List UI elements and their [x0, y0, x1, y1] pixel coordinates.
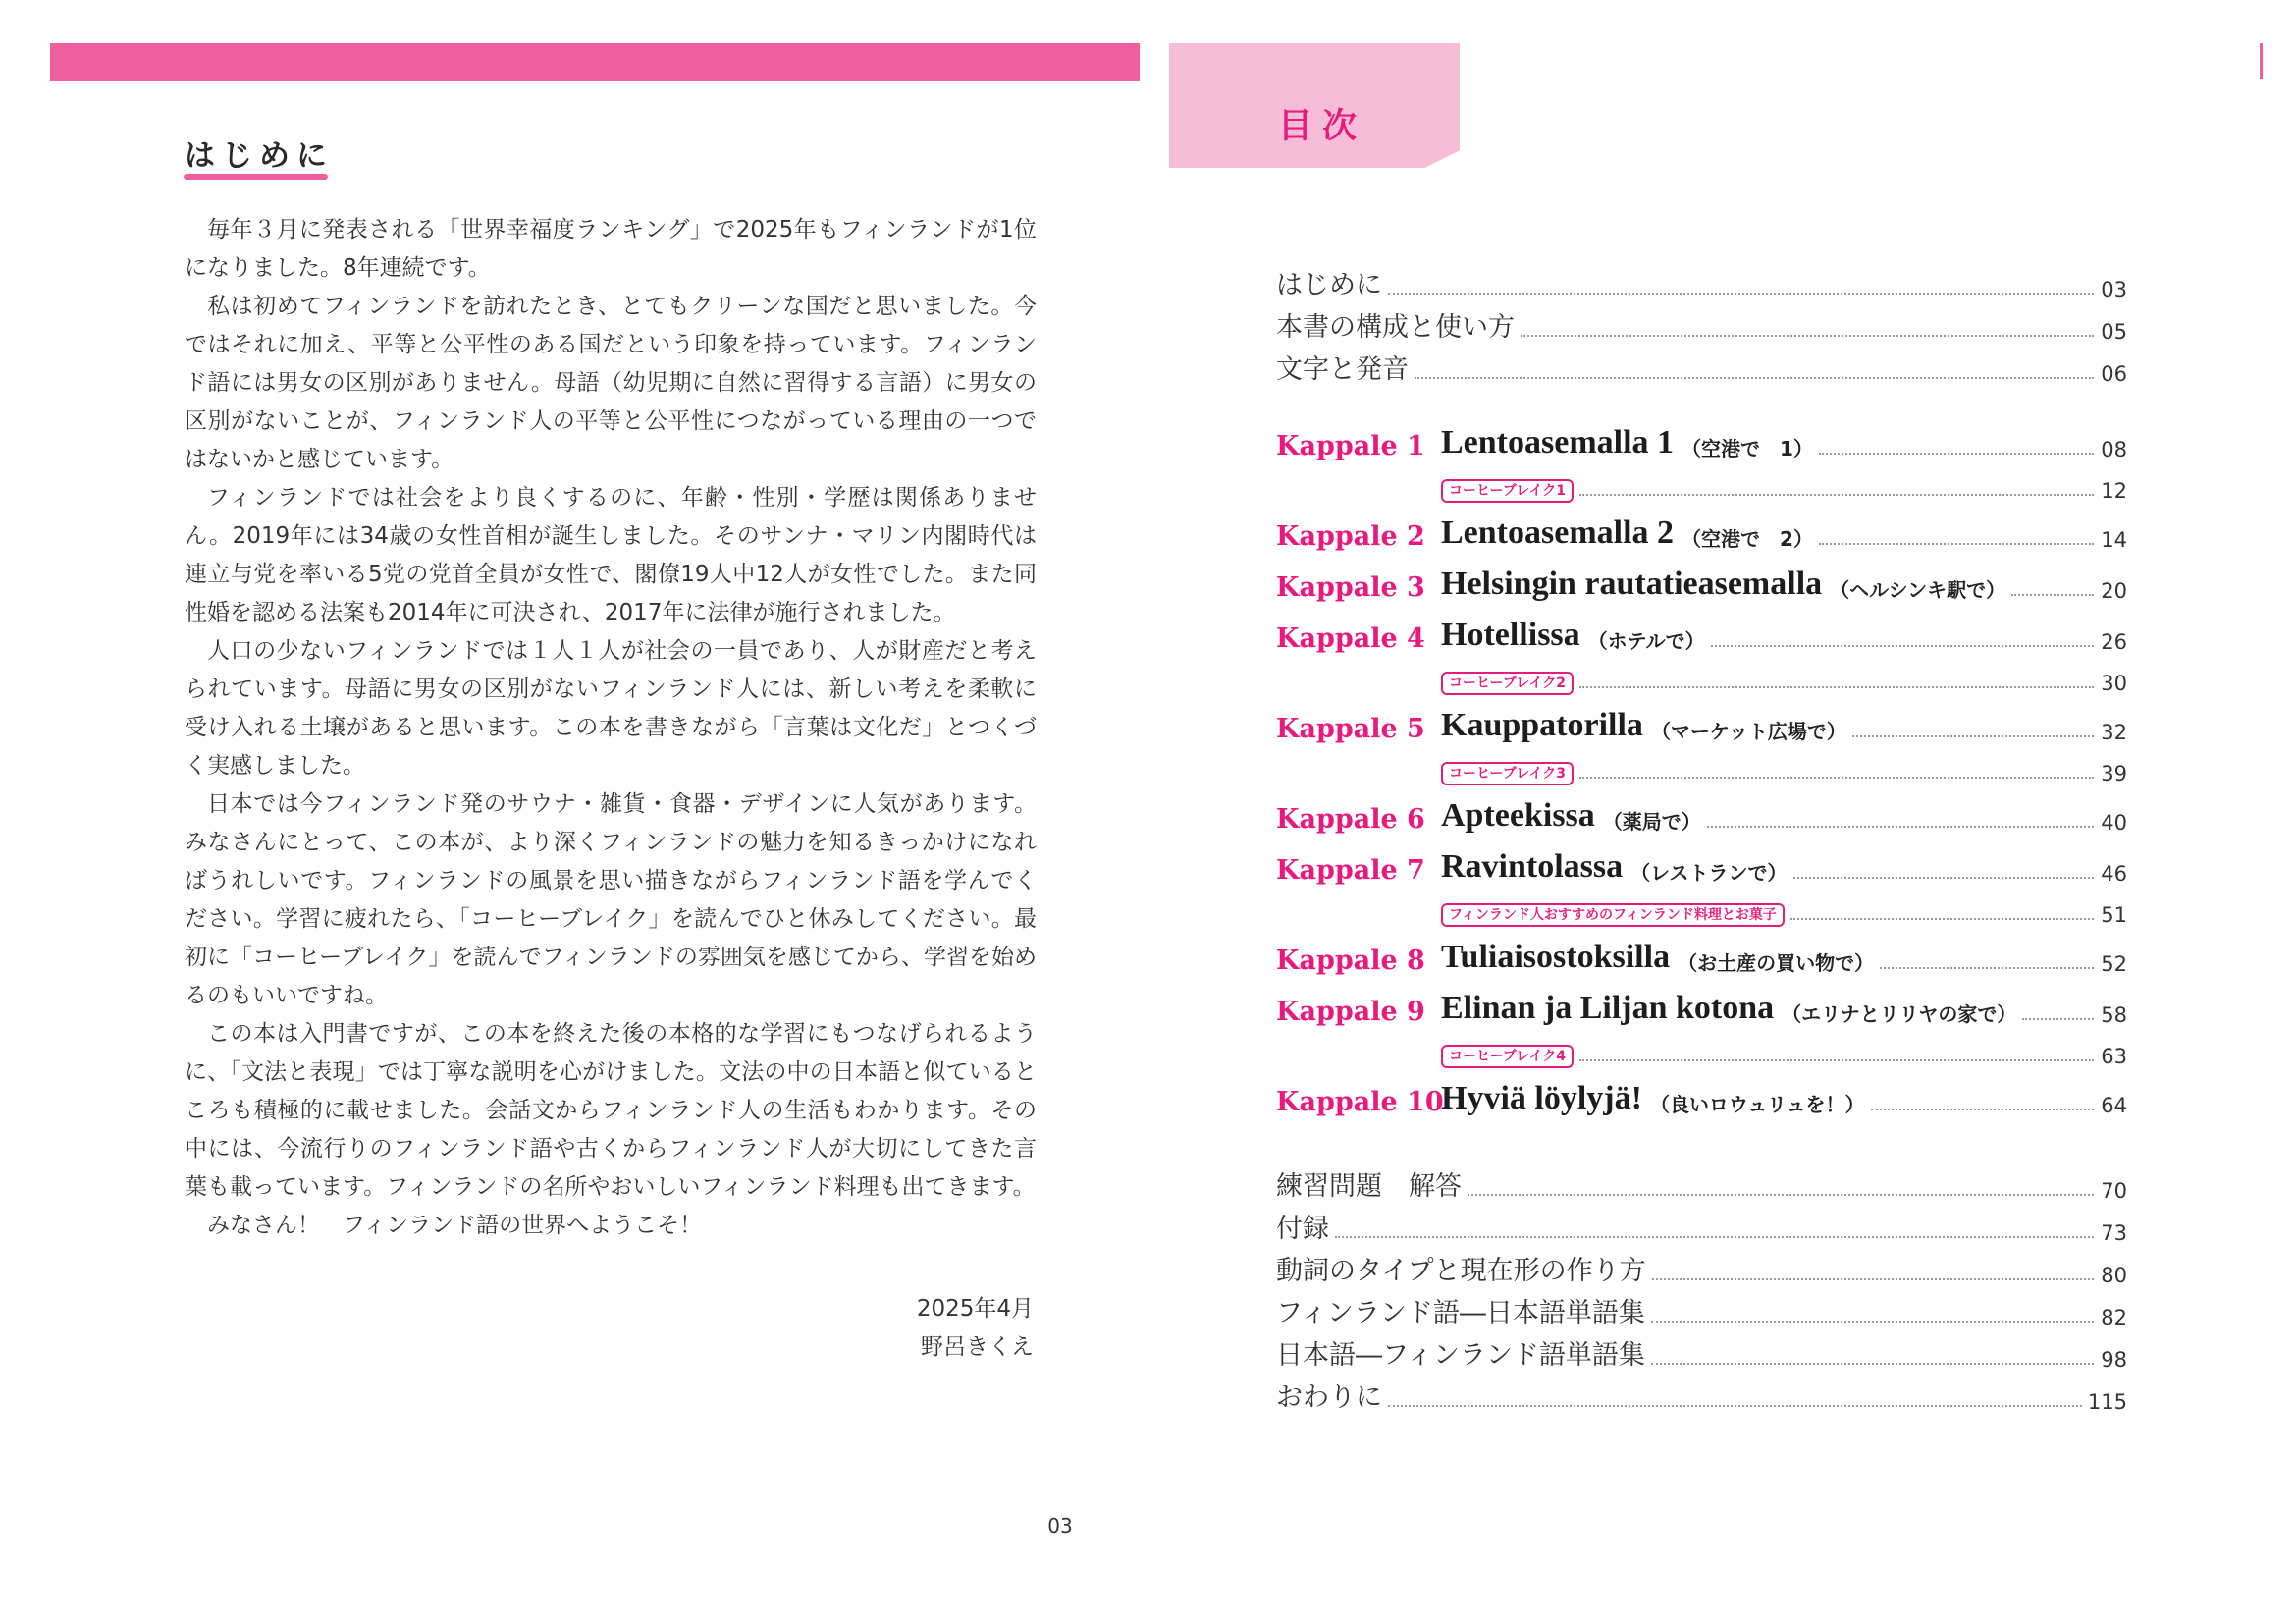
- chapter-title: Ravintolassa: [1441, 848, 1624, 885]
- toc-entry-back[interactable]: [1276, 1376, 2127, 1414]
- chapter-title: Helsingin rautatieasemalla: [1441, 566, 1823, 602]
- toc-entry-page: 20: [2101, 579, 2127, 603]
- toc-leader-dots: [1415, 377, 2094, 379]
- chapter-subtitle: （お土産の買い物で）: [1678, 951, 1875, 975]
- toc-entry-page: 40: [2101, 811, 2127, 835]
- toc-entry-label: おわりに: [1276, 1382, 1382, 1413]
- toc-entry-coffee-break[interactable]: [1276, 762, 2127, 785]
- toc-entry-front[interactable]: [1276, 348, 2127, 386]
- toc-title: 目次: [1278, 107, 1367, 146]
- toc-entry-label: 動詞のタイプと現在形の作り方: [1276, 1256, 1646, 1286]
- toc-entry-page: 08: [2101, 438, 2127, 461]
- intro-paragraph: 私は初めてフィンランドを訪れたとき、とてもクリーンな国だと思いました。今ではそれに加え、平等と公平性のある国だという印象を持っています。フィンランド語には男女の区別がありません。母語（幼児期に自然に習得する言語）に男女の区別がないことが、フィンランド人の平等と公平性につながっている理由の一つではないかと感じています。: [185, 294, 1037, 472]
- intro-paragraph: フィンランドでは社会をより良くするのに、年齢・性別・学歴は関係ありません。2019年には34歳の女性首相が誕生しました。そのサンナ・マリン内閣時代は連立与党を率いる5党の党首全員が女性で、閣僚19人中12人が女性でした。また同性婚を認める法案も2014年に可決され、2017年に法律が施行されました。: [185, 485, 1037, 625]
- toc-entry-label: はじめに: [1276, 270, 1382, 300]
- toc-entry-chapter[interactable]: [1276, 514, 2127, 552]
- chapter-subtitle: （良いロウュリュを！）: [1649, 1093, 1865, 1116]
- toc-entry-page: 12: [2101, 479, 2127, 503]
- chapter-title: Hotellissa: [1441, 617, 1580, 653]
- toc-entry-page: 26: [2101, 630, 2127, 654]
- toc-entry-page: 46: [2101, 862, 2127, 886]
- toc-entry-page: 39: [2101, 762, 2127, 785]
- toc-leader-dots: [1388, 293, 2094, 295]
- toc-leader-dots: [2022, 1018, 2094, 1020]
- toc-entry-front[interactable]: [1276, 263, 2127, 301]
- toc-entry-page: 58: [2101, 1003, 2127, 1027]
- toc-leader-dots: [1335, 1236, 2094, 1238]
- toc-entry-coffee-break[interactable]: [1276, 672, 2127, 695]
- chapter-number: Kappale 4: [1276, 623, 1425, 654]
- chapter-title: Lentoasemalla 1: [1441, 424, 1675, 460]
- toc-leader-dots: [1819, 543, 2094, 545]
- toc-entry-page: 82: [2101, 1306, 2127, 1329]
- toc-entry-page: 05: [2101, 320, 2127, 344]
- toc-entry-label: 付録: [1276, 1214, 1329, 1244]
- toc-entry-label: 本書の構成と使い方: [1276, 312, 1515, 343]
- toc-leader-dots: [1819, 453, 2094, 455]
- toc-entry-label: 練習問題 解答: [1276, 1171, 1462, 1202]
- toc-leader-dots: [1579, 686, 2094, 688]
- chapter-subtitle: （エリナとリリヤの家で）: [1782, 1002, 2017, 1026]
- chapter-number: Kappale 8: [1276, 946, 1425, 976]
- toc-leader-dots: [1707, 826, 2094, 828]
- toc-entry-page: 30: [2101, 672, 2127, 695]
- toc-entry-back[interactable]: [1276, 1164, 2127, 1203]
- coffee-break-badge: コーヒーブレイク2: [1441, 672, 1574, 695]
- signature-date: 2025年4月: [916, 1296, 1034, 1322]
- chapter-title: Elinan ja Liljan kotona: [1441, 990, 1775, 1026]
- chapter-number: Kappale 6: [1276, 804, 1425, 835]
- coffee-break-badge: コーヒーブレイク3: [1441, 762, 1574, 785]
- signature-author: 野呂きくえ: [921, 1334, 1034, 1360]
- coffee-break-badge: コーヒーブレイク1: [1441, 479, 1574, 503]
- toc-entry-page: 03: [2101, 278, 2127, 301]
- chapter-subtitle: （レストランで）: [1630, 861, 1788, 885]
- toc-entry-chapter[interactable]: [1276, 1080, 2127, 1117]
- toc-entry-chapter[interactable]: [1276, 939, 2127, 976]
- toc-leader-dots: [1651, 1363, 2094, 1365]
- toc-leader-dots: [1579, 1059, 2094, 1061]
- toc-leader-dots: [1793, 877, 2094, 879]
- signature: [917, 1290, 1034, 1367]
- chapter-number: Kappale 9: [1276, 997, 1425, 1027]
- special-topic-badge: フィンランド人おすすめのフィンランド料理とお菓子: [1441, 903, 1785, 927]
- chapter-subtitle: （空港で 2）: [1682, 527, 1813, 551]
- page-number: 03: [1047, 1514, 1073, 1538]
- toc-entry-chapter[interactable]: [1276, 566, 2127, 603]
- toc-leader-dots: [1711, 645, 2094, 647]
- toc-leader-dots: [1579, 777, 2094, 779]
- chapter-title: Hyviä löylyjä!: [1441, 1080, 1642, 1116]
- toc-entry-page: 115: [2087, 1390, 2127, 1414]
- toc-entry-page: 98: [2101, 1348, 2127, 1372]
- intro-heading: はじめに: [185, 138, 334, 174]
- toc-leader-dots: [1468, 1194, 2094, 1196]
- toc-entry-chapter[interactable]: [1276, 424, 2127, 461]
- toc-entry-page: 06: [2101, 362, 2127, 386]
- toc-entry-chapter[interactable]: [1276, 797, 2127, 835]
- chapter-number: Kappale 3: [1276, 572, 1425, 603]
- toc-entry-coffee-break[interactable]: [1276, 1045, 2127, 1068]
- chapter-number: Kappale 10: [1276, 1087, 1444, 1117]
- intro-paragraph: 毎年３月に発表される「世界幸福度ランキング」で2025年もフィンランドが1位になりました。8年連続です。: [185, 217, 1037, 281]
- toc-entry-back[interactable]: [1276, 1291, 2127, 1329]
- header-color-bar: [50, 43, 1140, 81]
- toc-leader-dots: [2011, 594, 2094, 596]
- toc-entry-front[interactable]: [1276, 305, 2127, 344]
- toc-entry-label: 文字と発音: [1276, 354, 1409, 385]
- toc-leader-dots: [1790, 918, 2094, 920]
- chapter-title: Kauppatorilla: [1441, 707, 1643, 743]
- toc-entry-page: 64: [2101, 1094, 2127, 1117]
- chapter-title: Lentoasemalla 2: [1441, 514, 1675, 551]
- toc-entry-back[interactable]: [1276, 1333, 2127, 1372]
- toc-entry-page: 51: [2101, 903, 2127, 927]
- toc-entry-page: 32: [2101, 721, 2127, 744]
- toc-entry-special[interactable]: [1276, 903, 2127, 927]
- toc-leader-dots: [1651, 1321, 2094, 1323]
- toc-leader-dots: [1652, 1278, 2094, 1280]
- chapter-subtitle: （空港で 1）: [1682, 437, 1813, 460]
- chapter-number: Kappale 7: [1276, 855, 1425, 886]
- toc-entry-chapter[interactable]: [1276, 707, 2127, 744]
- chapter-subtitle: （マーケット広場で）: [1650, 720, 1846, 743]
- toc-entry-page: 14: [2101, 528, 2127, 552]
- toc-entry-chapter[interactable]: [1276, 617, 2127, 654]
- intro-heading-underline: [184, 174, 328, 180]
- toc-entry-back[interactable]: [1276, 1207, 2127, 1245]
- toc-entry-back[interactable]: [1276, 1249, 2127, 1287]
- toc-entry-page: 73: [2101, 1221, 2127, 1245]
- toc-leader-dots: [1852, 735, 2094, 737]
- intro-paragraph: この本は入門書ですが、この本を終えた後の本格的な学習にもつなげられるように、「文法と表現」では丁寧な説明を心がけました。文法の中の日本語と似ているところも積極的に載せました。会話文からフィンランド人の生活もわかります。その中には、今流行りのフィンランド語や古くからフィンランド人が大切にしてきた言葉も載っています。フィンランドの名所やおいしいフィンランド料理も出てきます。: [185, 1021, 1037, 1200]
- chapter-number: Kappale 2: [1276, 521, 1425, 552]
- chapter-subtitle: （薬局で）: [1602, 810, 1701, 834]
- intro-paragraph: 人口の少ないフィンランドでは１人１人が社会の一員であり、人が財産だと考えられています。母語に男女の区別がないフィンランド人には、新しい考えを柔軟に受け入れる土壌があると思います。この本を書きながら「言葉は文化だ」とつくづく実感しました。: [185, 638, 1037, 779]
- chapter-title: Tuliaisostoksilla: [1441, 939, 1671, 975]
- intro-body: [185, 211, 1037, 1245]
- chapter-title: Apteekissa: [1441, 797, 1595, 834]
- toc-leader-dots: [1388, 1405, 2082, 1407]
- intro-paragraph: みなさん！ フィンランド語の世界へようこそ！: [207, 1213, 703, 1238]
- toc-entry-label: フィンランド語―日本語単語集: [1276, 1298, 1645, 1328]
- toc-entry-page: 63: [2101, 1045, 2127, 1068]
- toc-entry-chapter[interactable]: [1276, 848, 2127, 886]
- toc-leader-dots: [1880, 967, 2094, 969]
- toc-entry-chapter[interactable]: [1276, 990, 2127, 1027]
- toc-entry-page: 52: [2101, 952, 2127, 976]
- intro-paragraph: 日本では今フィンランド発のサウナ・雑貨・食器・デザインに人気があります。みなさんにとって、この本が、より深くフィンランドの魅力を知るきっかけになればうれしいです。フィンランドの風景を思い描きながらフィンランド語を学んでください。学習に疲れたら、「コーヒーブレイク」を読んでひと休みしてください。最初に「コーヒーブレイク」を読んでフィンランドの雰囲気を感じてから、学習を始めるのもいいですね。: [185, 791, 1037, 1008]
- page-edge-mark: [2260, 43, 2263, 79]
- coffee-break-badge: コーヒーブレイク4: [1441, 1045, 1574, 1068]
- chapter-subtitle: （ヘルシンキ駅で）: [1830, 578, 2006, 602]
- chapter-subtitle: （ホテルで）: [1587, 629, 1705, 653]
- toc-leader-dots: [1579, 494, 2094, 496]
- toc-entry-label: 日本語―フィンランド語単語集: [1276, 1340, 1645, 1371]
- toc-leader-dots: [1521, 335, 2094, 337]
- chapter-number: Kappale 5: [1276, 714, 1425, 744]
- toc-leader-dots: [1871, 1109, 2094, 1110]
- chapter-number: Kappale 1: [1276, 431, 1425, 461]
- toc-entry-page: 80: [2101, 1264, 2127, 1287]
- toc-entry-coffee-break[interactable]: [1276, 479, 2127, 503]
- toc-entry-page: 70: [2101, 1179, 2127, 1203]
